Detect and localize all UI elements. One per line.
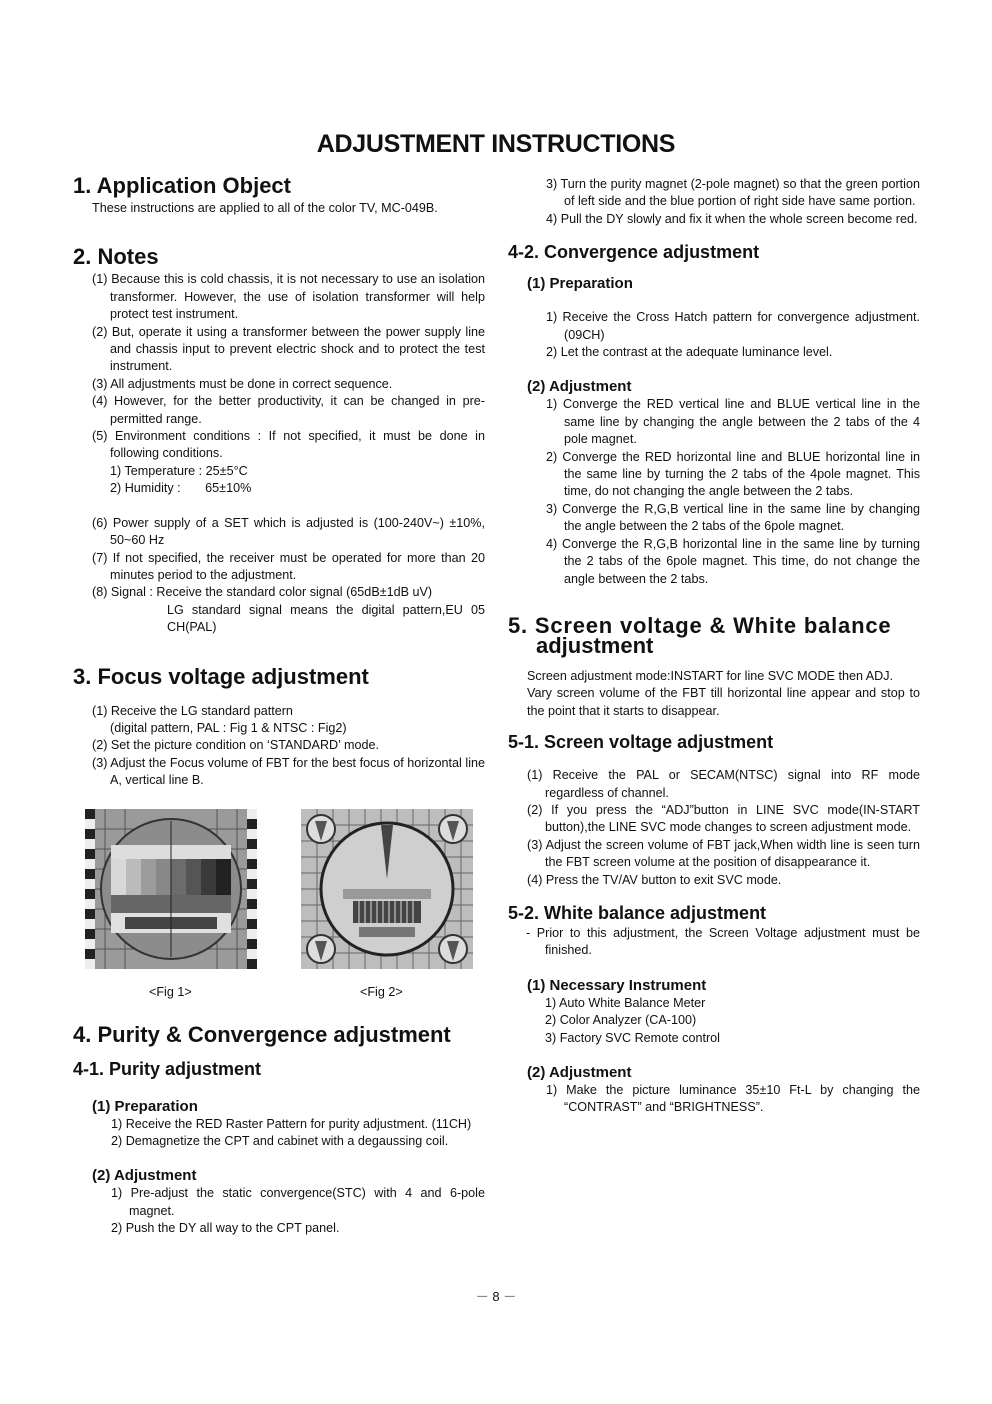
section-3-heading: 3. Focus voltage adjustment bbox=[73, 663, 369, 689]
convergence-adj-item: 3) Converge the R,G,B vertical line in the same line by changing the angle between the 2 tabs of the 6pole magnet. bbox=[546, 501, 920, 534]
note-item: (7) If not specified, the receiver must be operated for more than 20 minutes period to the adjustment. bbox=[92, 550, 485, 582]
screen-item: (1) Receive the PAL or SECAM(NTSC) signal into RF mode regardless of channel. bbox=[527, 768, 920, 800]
section-5-2-heading: 5-2. White balance adjustment bbox=[508, 902, 767, 923]
note-item: (2) But, operate it using a transformer between the power supply line and chassis input to prevent electric shock and to protect the test instrument. bbox=[92, 324, 485, 374]
purity-prep-item: 1) Receive the RED Raster Pattern for purity adjustment. (11CH) bbox=[111, 1116, 472, 1131]
purity-adj-item: 3) Turn the purity magnet (2-pole magnet) so that the green portion of left side and the blue portion of right side have same portion. bbox=[546, 177, 920, 209]
section-4-1-heading: 4-1. Purity adjustment bbox=[73, 1058, 262, 1079]
focus-item: (2) Set the picture condition on ‘STANDARD’ mode. bbox=[92, 738, 379, 753]
screen-item: (2) If you press the “ADJ”button in LINE SVC mode(IN-START button),the LINE SVC mode changes to screen adjustment mode. bbox=[527, 802, 920, 835]
focus-item-detail: (digital pattern, PAL : Fig 1 & NTSC : Fig2) bbox=[110, 720, 347, 735]
convergence-adj-item: 4) Converge the R,G,B horizontal line in the same line by turning the 2 tabs of the 6pole magnet. This time, do not change the angle between the 2 tabs. bbox=[546, 536, 920, 586]
purity-prep-heading: (1) Preparation bbox=[92, 1097, 198, 1115]
note-item: (4) However, for the better productivity, it can be changed in pre-permitted range. bbox=[92, 394, 485, 426]
instrument-item: 3) Factory SVC Remote control bbox=[545, 1030, 720, 1045]
purity-adj-heading: (2) Adjustment bbox=[92, 1167, 197, 1185]
note-item: (5) Environment conditions : If not specified, it must be done in following conditions. bbox=[92, 429, 485, 461]
note-temperature: 1) Temperature : 25±5°C bbox=[110, 463, 248, 478]
convergence-prep-item: 1) Receive the Cross Hatch pattern for convergence adjustment. (09CH) bbox=[546, 310, 920, 342]
figure-area bbox=[73, 809, 485, 999]
section-4-2-heading: 4-2. Convergence adjustment bbox=[508, 242, 760, 263]
note-item: (3) All adjustments must be done in correct sequence. bbox=[92, 376, 393, 391]
convergence-adj-item: 1) Converge the RED vertical line and BLUE vertical line in the same line by changing the angle between the 2 tabs of the 4 pole magnet. bbox=[546, 397, 920, 447]
section-5-intro: Screen adjustment mode:INSTART for line SVC MODE then ADJ. bbox=[527, 668, 894, 683]
convergence-prep-heading: (1) Preparation bbox=[527, 275, 633, 293]
section-5-heading-line1: 5. Screen voltage & White balance bbox=[508, 612, 892, 638]
screen-item: (3) Adjust the screen volume of FBT jack,When width line is seen turn the FBT screen volume at the position of disappearance it. bbox=[527, 837, 920, 870]
purity-adj-item: 1) Pre-adjust the static convergence(STC) with 4 and 6-pole magnet. bbox=[111, 1186, 485, 1218]
section-5-heading-line2: adjustment bbox=[536, 632, 654, 658]
white-balance-adj-item: 1) Make the picture luminance 35±10 Ft-L by changing the “CONTRAST” and “BRIGHTNESS”. bbox=[546, 1083, 920, 1115]
convergence-adj-item: 2) Converge the RED horizontal line and BLUE horizontal line in the same line by turning the 2 tabs of the 4pole magnet. This time, do not changing the angle between the 2 tabs. bbox=[546, 449, 920, 499]
section-5-intro: Vary screen volume of the FBT till horizontal line appear and stop to the point that it starts to disappear. bbox=[527, 686, 920, 718]
section-1-heading: 1. Application Object bbox=[73, 173, 291, 198]
white-balance-adj-heading: (2) Adjustment bbox=[527, 1064, 632, 1081]
section-2-heading: 2. Notes bbox=[73, 244, 159, 270]
note-item: (8) Signal : Receive the standard color signal (65dB±1dB uV) bbox=[92, 585, 433, 600]
section-4-heading: 4. Purity & Convergence adjustment bbox=[73, 1021, 451, 1047]
screen-item: (4) Press the TV/AV button to exit SVC mode. bbox=[527, 872, 782, 887]
fig2-test-pattern bbox=[301, 809, 473, 969]
page-number: － 8 － bbox=[475, 1289, 517, 1304]
white-balance-note: - Prior to this adjustment, the Screen Voltage adjustment must be finished. bbox=[526, 925, 920, 958]
purity-prep-item: 2) Demagnetize the CPT and cabinet with a degaussing coil. bbox=[111, 1133, 449, 1148]
note-item: (1) Because this is cold chassis, it is not necessary to use an isolation transformer. However, the use of isolation transformer will help protect test instrument. bbox=[92, 272, 485, 322]
focus-item: (3) Adjust the Focus volume of FBT for the best focus of horizontal line A, vertical line B. bbox=[92, 755, 485, 788]
section-1-text: These instructions are applied to all of the color TV, MC-049B. bbox=[92, 201, 438, 215]
instrument-heading: (1) Necessary Instrument bbox=[527, 976, 707, 994]
right-column bbox=[508, 176, 920, 1117]
instrument-item: 1) Auto White Balance Meter bbox=[545, 995, 706, 1010]
purity-adj-item: 2) Push the DY all way to the CPT panel. bbox=[111, 1221, 340, 1236]
section-5-heading bbox=[508, 612, 920, 658]
focus-item: (1) Receive the LG standard pattern bbox=[92, 703, 293, 718]
note-item: (6) Power supply of a SET which is adjusted is (100-240V~) ±10%, 50~60 Hz bbox=[92, 515, 485, 548]
fig1-test-pattern bbox=[85, 809, 257, 969]
fig1-caption: <Fig 1> bbox=[149, 984, 192, 999]
convergence-adj-heading: (2) Adjustment bbox=[527, 378, 632, 396]
purity-adj-item: 4) Pull the DY slowly and fix it when the whole screen become red. bbox=[546, 211, 918, 226]
instrument-item: 2) Color Analyzer (CA-100) bbox=[545, 1013, 697, 1028]
page-title: ADJUSTMENT INSTRUCTIONS bbox=[316, 130, 676, 158]
fig2-caption: <Fig 2> bbox=[360, 984, 403, 999]
section-5-1-heading: 5-1. Screen voltage adjustment bbox=[508, 732, 774, 753]
convergence-prep-item: 2) Let the contrast at the adequate luminance level. bbox=[546, 345, 833, 360]
note-signal: LG standard signal means the digital pattern,EU 05 CH(PAL) bbox=[167, 602, 485, 635]
note-humidity: 2) Humidity : 65±10% bbox=[110, 481, 252, 496]
left-column bbox=[73, 172, 485, 1238]
